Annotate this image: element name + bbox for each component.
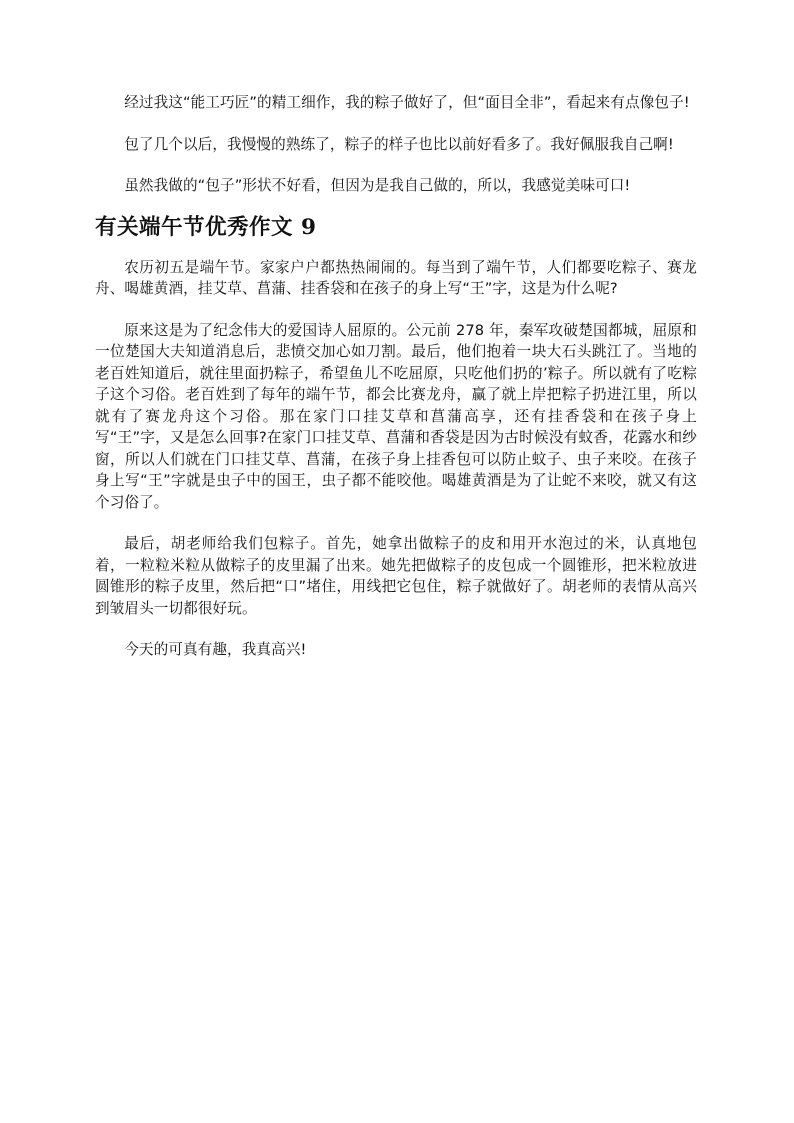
section-heading: 有关端午节优秀作文 9 xyxy=(95,214,317,240)
paragraph: 原来这是为了纪念伟大的爱国诗人屈原的。公元前 278 年，秦军攻破楚国都城，屈原和一位楚国大夫知道消息后，悲愤交加心如刀割。最后，他们抱着一块大石头跳江了。当地的老百姓知道后，就往里面扔粽子，希望鱼儿不吃屈原，只吃他们扔的’粽子。所以就有了吃粽子这个习俗。老百姓到了每年的端午节，都会比赛龙舟，赢了就上岸把粽子扔进江里，所以就有了赛龙舟这个习俗。那在家门口挂艾草和菖蒲高享，还有挂香袋和在孩子身上写“王”字，又是怎么回事?在家门口挂艾草、菖蒲和香袋是因为古时候没有蚊香，花露水和纱窗，所以人们就在门口挂艾草、菖蒲，在孩子身上挂香包可以防止蚊子、虫子来咬。在孩子身上写“王”字就是虫子中的国王，虫子都不能咬他。喝雄黄酒是为了让蛇不来咬，就又有这个习俗了。 xyxy=(95,321,697,511)
paragraph: 经过我这“能工巧匠”的精工细作，我的粽子做好了，但“面目全非”，看起来有点像包子! xyxy=(124,94,690,111)
paragraph: 农历初五是端午节。家家户户都热热闹闹的。每当到了端午节，人们都要吃粽子、赛龙舟、喝雄黄酒，挂艾草、菖蒲、挂香袋和在孩子的身上写“王”字，这是为什么呢? xyxy=(95,258,697,297)
paragraph: 今天的可真有趣，我真高兴! xyxy=(124,641,307,658)
paragraph: 包了几个以后，我慢慢的熟练了，粽子的样子也比以前好看多了。我好佩服我自己啊! xyxy=(124,135,674,153)
document-page xyxy=(95,92,697,681)
paragraph: 最后，胡老师给我们包粽子。首先，她拿出做粽子的皮和用开水泡过的米，认真地包着，一粒粒米粒从做粽子的皮里漏了出来。她先把做粽子的皮包成一个圆锥形，把米粒放进圆锥形的粽子皮里，然后把“口”堵住，用线把它包住，粽子就做好了。胡老师的表情从高兴到皱眉头一切都很好玩。 xyxy=(95,535,697,617)
paragraph: 虽然我做的“包子”形状不好看，但因为是我自己做的，所以，我感觉美味可口! xyxy=(124,177,631,194)
